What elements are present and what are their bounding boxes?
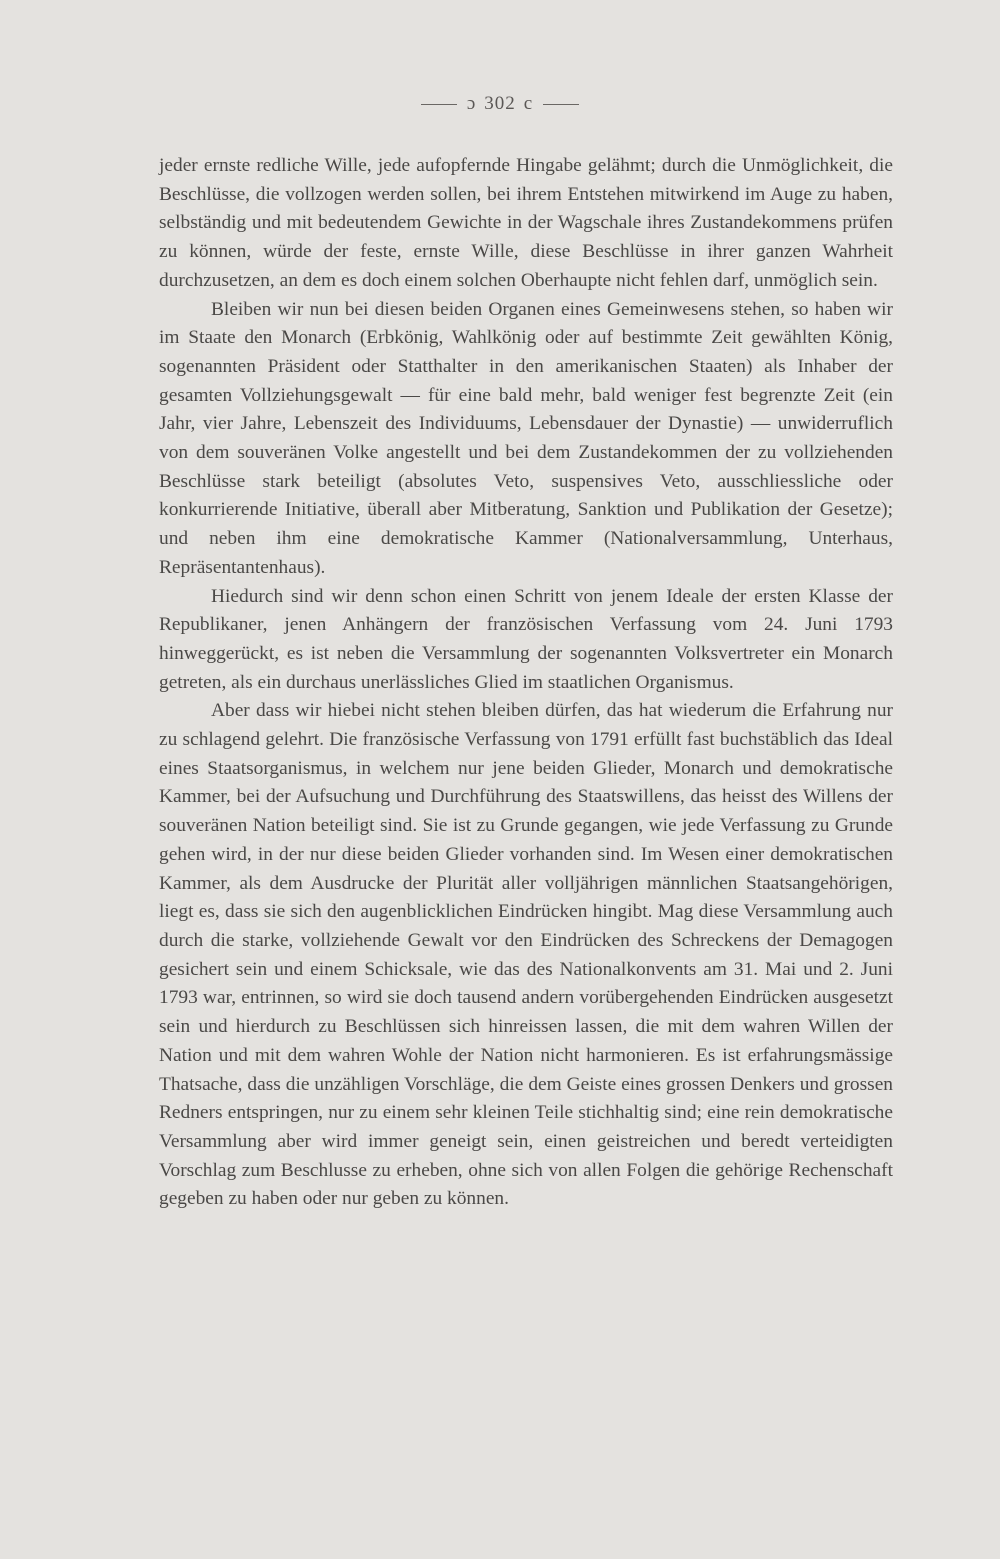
paragraph-2: Bleiben wir nun bei diesen beiden Organen eines Gemeinwesens stehen, so haben wir im Staate den Monarch (Erbkönig, Wahlkönig oder auf bestimmte Zeit gewählten König, sogenannten Präsident oder Statthalter in den amerikanischen Staaten) als Inhaber der gesamten Vollziehungsgewalt — für eine bald mehr, bald weniger fest begrenzte Zeit (ein Jahr, vier Jahre, Lebenszeit des Individuums, Lebensdauer der Dynastie) — unwiderruflich von dem souveränen Volke angestellt und bei dem Zustandekommen der zu vollziehenden Beschlüsse stark beteiligt (absolutes Veto, suspensives Veto, ausschliessliche oder konkurrierende Initiative, überall aber Mitberatung, Sanktion und Publikation der Gesetze); und neben ihm eine demokratische Kammer (Nationalversammlung, Unterhaus, Repräsentantenhaus). — [159, 298, 893, 578]
page-header — [0, 93, 1000, 115]
paragraph-1: jeder ernste redliche Wille, jede aufopfernde Hingabe gelähmt; durch die Unmöglichkeit, die Beschlüsse, die vollzogen werden sollen, bei ihrem Entstehen mitwirkend im Auge zu haben, selbständig und mit bedeutendem Gewichte in der Wagschale ihres Zustandekommens prüfen zu können, würde der feste, ernste Wille, diese Beschlüsse in ihrer ganzen Wahrheit durchzusetzen, an dem es doch einem solchen Oberhaupte nicht fehlen darf, unmöglich sein. — [159, 155, 893, 291]
header-ornament-right: c — [523, 93, 534, 114]
page-number: 302 — [484, 93, 516, 114]
body-text — [159, 152, 893, 1214]
paragraph-4: Aber dass wir hiebei nicht stehen bleiben dürfen, das hat wiederum die Erfahrung nur zu schlagend gelehrt. Die französische Verfassung von 1791 erfüllt fast buchstäblich das Ideal eines Staatsorganismus, in welchem nur jene beiden Glieder, Monarch und demokratische Kammer, bei der Aufsuchung und Durchführung des Staatswillens, das heisst des Willens der souveränen Nation beteiligt sind. Sie ist zu Grunde gegangen, wie jede Verfassung zu Grunde gehen wird, in der nur diese beiden Glieder vorhanden sind. Im Wesen einer demokratischen Kammer, als dem Ausdrucke der Plurität aller volljährigen männlichen Staatsangehörigen, liegt es, dass sie sich den augenblicklichen Eindrücken hingibt. Mag diese Versammlung auch durch die starke, vollziehende Gewalt vor den Eindrücken des Schreckens der Demagogen gesichert sein und einem Schicksale, wie das des Nationalkonvents am 31. Mai und 2. Juni 1793 war, entrinnen, so wird sie doch tausend andern vorübergehenden Eindrücken ausgesetzt sein und hierdurch zu Beschlüssen sich hinreissen lassen, die mit dem wahren Willen der Nation und mit dem wahren Wohle der Nation nicht harmonieren. Es ist erfahrungsmässige Thatsache, dass die unzähligen Vorschläge, die dem Geiste eines grossen Denkers und grossen Redners entspringen, nur zu einem sehr kleinen Teile stichhaltig sind; eine rein demokratische Versammlung aber wird immer geneigt sein, einen geistreichen und beredt verteidigten Vorschlag zum Beschlusse zu erheben, ohne sich von allen Folgen die gehörige Rechenschaft gegeben zu haben oder nur geben zu können. — [159, 700, 893, 1210]
header-rule-right — [543, 104, 579, 105]
header-ornament-left: ɔ — [466, 93, 477, 114]
header-rule-left — [421, 104, 457, 105]
paragraph-3: Hiedurch sind wir denn schon einen Schritt von jenem Ideale der ersten Klasse der Republikaner, jenen Anhängern der französischen Verfassung vom 24. Juni 1793 hinweggerückt, es ist neben die Versammlung der sogenannten Volksvertreter ein Monarch getreten, als ein durchaus unerlässliches Glied im staatlichen Organismus. — [159, 585, 893, 693]
